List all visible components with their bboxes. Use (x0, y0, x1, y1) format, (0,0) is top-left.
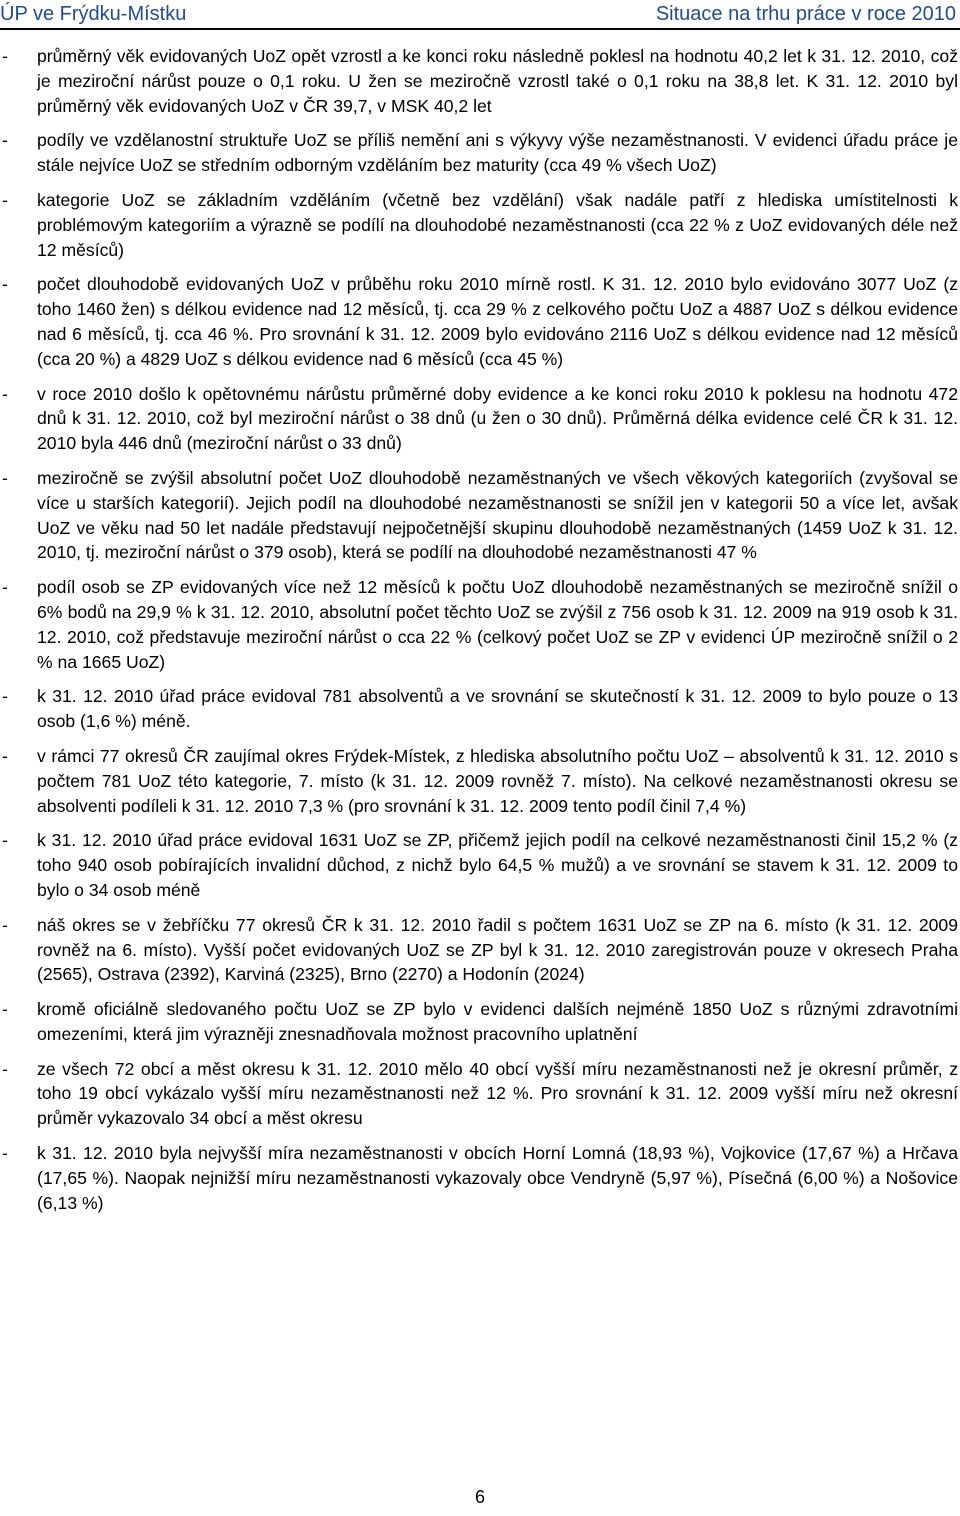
list-item (0, 828, 958, 902)
list-item (0, 1141, 958, 1215)
bullet-dash: - (2, 1143, 8, 1164)
list-item (0, 575, 958, 674)
list-item-text: podíly ve vzdělanostní struktuře UoZ se příliš nemění ani s výkyvy výše nezaměstnanosti. V evidenci úřadu práce je stále nejvíce UoZ se středním odborným vzděláním bez maturity (cca 49 % všech UoZ) (37, 130, 958, 176)
bullet-list (0, 44, 958, 1225)
list-item-text: v rámci 77 okresů ČR zaujímal okres Frýdek-Místek, z hlediska absolutního počtu UoZ – absolventů k 31. 12. 2010 s počtem 781 UoZ této kategorie, 7. místo (k 31. 12. 2009 rovněž 7. místo). Na celkové nezaměstnanosti okresu se absolventi podíleli k 31. 12. 2010 7,3 % (pro srovnání k 31. 12. 2009 tento podíl činil 7,4 %) (37, 745, 958, 816)
list-item-text: v roce 2010 došlo k opětovnému nárůstu průměrné doby evidence a ke konci roku 2010 k poklesu na hodnotu 472 dnů k 31. 12. 2010, což byl meziroční nárůst o 38 dnů (u žen o 30 dnů). Průměrná délka evidence celé ČR k 31. 12. 2010 byla 446 dnů (meziroční nárůst o 33 dnů) (37, 383, 958, 454)
list-item (0, 684, 958, 734)
list-item (0, 744, 958, 818)
list-item (0, 997, 958, 1047)
list-item-text: k 31. 12. 2010 byla nejvyšší míra nezaměstnanosti v obcích Horní Lomná (18,93 %), Vojkovice (17,67 %) a Hrčava (17,65 %). Naopak nejnižší míru nezaměstnanosti vykazovaly obce Vendryně (5,97 %), Písečná (6,00 %) a Nošovice (6,13 %) (37, 1143, 958, 1213)
list-item-text: náš okres se v žebříčku 77 okresů ČR k 31. 12. 2010 řadil s počtem 1631 UoZ se ZP na 6. místo (k 31. 12. 2009 rovněž na 6. místo). Vyšší počet evidovaných UoZ se ZP byl k 31. 12. 2010 zaregistrován pouze v okresech Praha (2565), Ostrava (2392), Karviná (2325), Brno (2270) a Hodonín (2024) (37, 914, 958, 985)
list-item-text: kromě oficiálně sledovaného počtu UoZ se ZP bylo v evidenci dalších nejméně 1850 UoZ s různými zdravotními omezeními, která jim výrazněji znesnadňovala možnost pracovního uplatnění (37, 999, 958, 1044)
bullet-dash: - (2, 189, 8, 210)
list-item (0, 44, 958, 118)
list-item-text: průměrný věk evidovaných UoZ opět vzrostl a ke konci roku následně poklesl na hodnotu 40,2 let k 31. 12. 2010, což je meziroční nárůst pouze o 0,1 roku. U žen se meziročně vzrostl také o 0,1 roku na 38,8 let. K 31. 12. 2010 byl průměrný věk evidovaných UoZ v ČR 39,7, v MSK 40,2 let (37, 46, 958, 116)
bullet-dash: - (2, 130, 8, 151)
header-report-title: Situace na trhu práce v roce 2010 (655, 3, 956, 25)
page-number: 6 (474, 1487, 485, 1507)
list-item-text: kategorie UoZ se základním vzděláním (včetně bez vzdělání) však nadále patří z hlediska umístitelnosti k problémovým kategoriím a výrazně se podílí na dlouhodobé nezaměstnanosti (cca 22 % z UoZ evidovaných déle než 12 měsíců) (37, 189, 958, 260)
bullet-dash: - (2, 745, 8, 766)
list-item (0, 128, 958, 178)
bullet-dash: - (2, 830, 8, 851)
list-item-text: meziročně se zvýšil absolutní počet UoZ dlouhodobě nezaměstnaných ve všech věkových kategoriích (zvyšoval se více u starších kategorií). Jejich podíl na dlouhodobé nezaměstnanosti se snížil jen v kategorii 50 a více let, avšak UoZ ve věku nad 50 let nadále představují nejpočetnější skupinu dlouhodobě nezaměstnaných (1459 UoZ k 31. 12. 2010, tj. meziroční nárůst o 379 osob), která se podílí na dlouhodobé nezaměstnanosti 47 % (37, 467, 958, 563)
bullet-dash: - (2, 1058, 8, 1079)
list-item-text: počet dlouhodobě evidovaných UoZ v průběhu roku 2010 mírně rostl. K 31. 12. 2010 bylo evidováno 3077 UoZ (z toho 1460 žen) s délkou evidence nad 12 měsíců, tj. cca 29 % z celkového počtu UoZ a 4887 UoZ s délkou evidence nad 6 měsíců, tj. cca 46 %. Pro srovnání k 31. 12. 2009 bylo evidováno 2116 UoZ s délkou evidence nad 12 měsíců (cca 20 %) a 4829 UoZ s délkou evidence nad 6 měsíců (cca 45 %) (37, 274, 958, 369)
bullet-dash: - (2, 686, 8, 707)
list-item (0, 466, 958, 565)
bullet-dash: - (2, 383, 8, 404)
list-item (0, 913, 958, 987)
list-item-text: podíl osob se ZP evidovaných více než 12 měsíců k počtu UoZ dlouhodobě nezaměstnaných se meziročně snížil o 6% bodů na 29,9 % k 31. 12. 2010, absolutní počet těchto UoZ se zvýšil z 756 osob k 31. 12. 2009 na 919 osob k 31. 12. 2010, což představuje meziroční nárůst o cca 22 % (celkový počet UoZ se ZP v evidenci ÚP meziročně snížil o 2 % na 1665 UoZ) (37, 577, 958, 672)
bullet-dash: - (2, 274, 8, 295)
bullet-dash: - (2, 467, 8, 488)
list-item (0, 1057, 958, 1131)
bullet-dash: - (2, 577, 8, 598)
list-item (0, 272, 958, 371)
bullet-dash: - (2, 46, 8, 66)
list-item (0, 382, 958, 456)
page-header (0, 0, 960, 30)
list-item (0, 188, 958, 262)
list-item-text: ze všech 72 obcí a měst okresu k 31. 12. 2010 mělo 40 obcí vyšší míru nezaměstnanosti než je okresní průměr, z toho 19 obcí vykázalo vyšší míru nezaměstnanosti než 12 %. Pro srovnání k 31. 12. 2009 vyšší míru než okresní průměr vykazovalo 34 obcí a měst okresu (37, 1058, 958, 1129)
bullet-dash: - (2, 999, 8, 1020)
header-office-name: ÚP ve Frýdku-Místku (0, 3, 187, 25)
list-item-text: k 31. 12. 2010 úřad práce evidoval 781 absolventů a ve srovnání se skutečností k 31. 12. 2009 to bylo pouze o 13 osob (1,6 %) méně. (37, 686, 958, 732)
list-item-text: k 31. 12. 2010 úřad práce evidoval 1631 UoZ se ZP, přičemž jejich podíl na celkové nezaměstnanosti činil 15,2 % (z toho 940 osob pobírajících invalidní důchod, z nichž bylo 64,5 % mužů) a ve srovnání se stavem k 31. 12. 2009 to bylo o 34 osob méně (37, 830, 958, 900)
bullet-dash: - (2, 914, 8, 935)
